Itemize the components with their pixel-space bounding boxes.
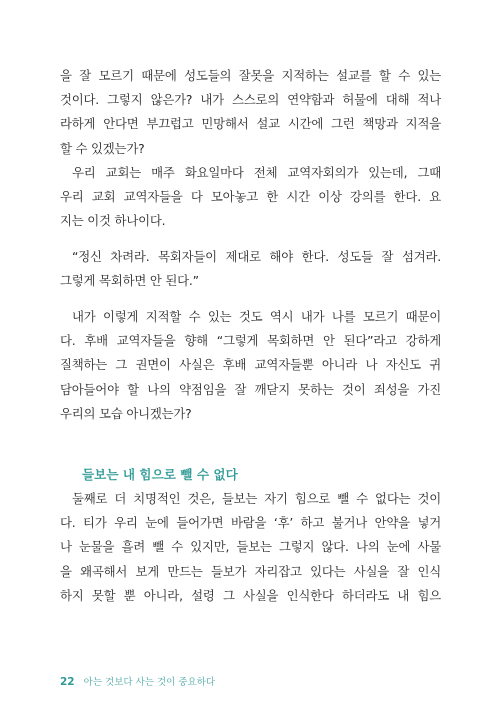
text-line: 하지 못할 뿐 아니라, 설령 그 사실을 인식한다 하더라도 내 힘으 <box>60 587 441 603</box>
running-title: 아는 것보다 사는 것이 중요하다 <box>83 677 216 688</box>
text-line: 지는 이것 하나이다. <box>60 213 166 229</box>
text-line: 우리의 모습 아니겠는가? <box>60 405 192 421</box>
paragraph-3-quote <box>60 245 441 293</box>
text-line: 다. 티가 우리 눈에 들어가면 바람을 ‘후’ 하고 불거나 안약을 넣거 <box>60 515 441 531</box>
text-line: 을 잘 모르기 때문에 성도들의 잘못을 지적하는 설교를 할 수 있는 <box>60 68 441 83</box>
text-line: 내가 이렇게 지적할 수 있는 것도 역시 내가 나를 모르기 때문이 <box>72 309 441 324</box>
text-line: 둘째로 더 치명적인 것은, 들보는 자기 힘으로 뺄 수 없다는 것이 <box>72 491 441 506</box>
text-line: 담아들어야 할 나의 약점임을 잘 깨닫지 못하는 것이 죄성을 가진 <box>60 381 441 397</box>
text-line: 우리 교회 교역자들을 다 모아놓고 한 시간 이상 강의를 한다. 요 <box>60 189 441 205</box>
text-line: 다. 후배 교역자들을 향해 “그렇게 목회하면 안 된다”라고 강하게 <box>60 333 441 349</box>
text-line: “정신 차려라. 목회자들이 제대로 해야 한다. 성도들 잘 섬겨라. <box>72 249 441 264</box>
text-line: 나 눈물을 흘려 뺄 수 있지만, 들보는 그렇지 않다. 나의 눈에 사물 <box>60 539 441 555</box>
text-line: 을 왜곡해서 보게 만드는 들보가 자리잡고 있다는 사실을 잘 인식 <box>60 563 441 579</box>
paragraph-2 <box>60 161 441 234</box>
text-line: 할 수 있겠는가? <box>60 140 145 156</box>
page-footer <box>60 674 215 688</box>
text-line: 라하게 안다면 부끄럽고 민망해서 설교 시간에 그런 책망과 지적을 <box>60 116 441 132</box>
page-number: 22 <box>60 676 75 688</box>
text-line: 것이다. 그렇지 않은가? 내가 스스로의 연약함과 허물에 대해 적나 <box>60 92 441 108</box>
section-heading: 들보는 내 힘으로 뺄 수 없다 <box>82 467 238 482</box>
paragraph-4 <box>60 305 441 426</box>
text-line: 우리 교회는 매주 화요일마다 전체 교역자회의가 있는데, 그때 <box>72 165 441 180</box>
text-line: 그렇게 목회하면 안 된다.” <box>60 273 199 289</box>
text-line: 질책하는 그 권면이 사실은 후배 교역자들뿐 아니라 나 자신도 귀 <box>60 357 441 373</box>
paragraph-1 <box>60 64 441 161</box>
paragraph-5 <box>60 487 441 608</box>
